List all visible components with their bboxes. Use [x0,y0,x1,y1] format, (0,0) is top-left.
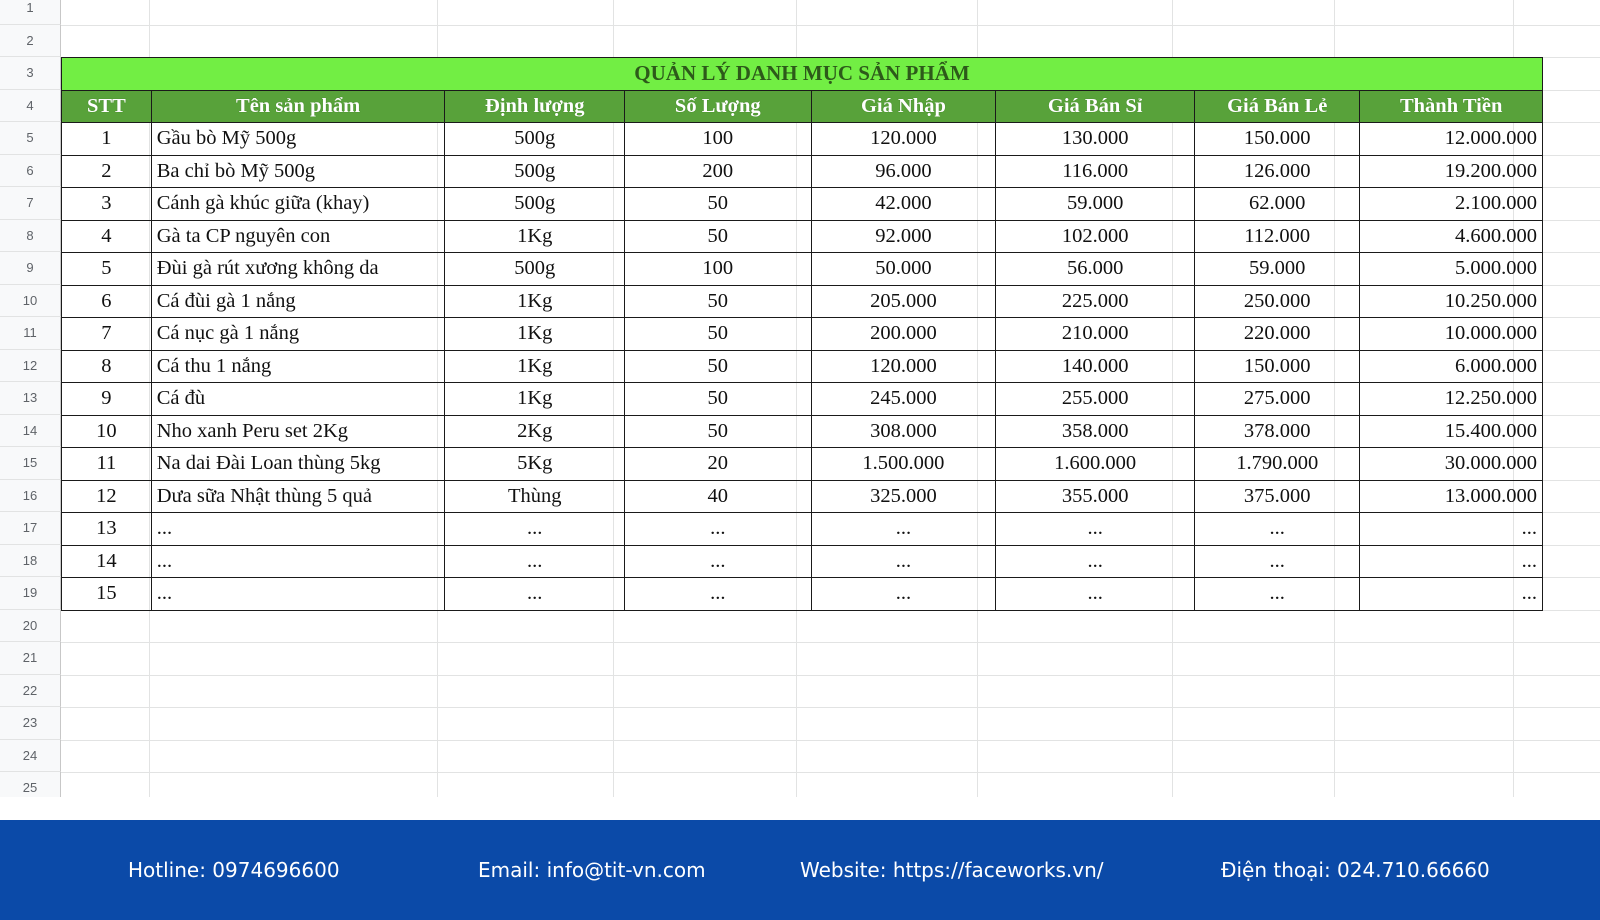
table-cell[interactable]: 200 [624,155,811,188]
table-row [62,220,1543,253]
table-cell[interactable]: 255.000 [996,383,1195,416]
table-cell[interactable]: 1Kg [445,220,625,253]
table-cell[interactable]: 245.000 [811,383,996,416]
table-row [62,188,1543,221]
table-cell[interactable]: 4.600.000 [1360,220,1543,253]
table-cell[interactable]: 1Kg [445,383,625,416]
table-cell[interactable]: 378.000 [1195,415,1360,448]
table-cell[interactable]: 150.000 [1195,350,1360,383]
table-cell[interactable]: 50 [624,318,811,351]
table-cell[interactable]: ... [996,578,1195,611]
table-cell[interactable]: ... [151,545,445,578]
table-cell[interactable]: 500g [445,123,625,156]
table-row [62,480,1543,513]
table-cell[interactable]: 116.000 [996,155,1195,188]
table-cell[interactable]: 355.000 [996,480,1195,513]
table-cell[interactable]: ... [996,545,1195,578]
table-row [62,578,1543,611]
row-number[interactable]: 12 [0,350,61,383]
table-cell[interactable]: 275.000 [1195,383,1360,416]
table-cell[interactable]: 130.000 [996,123,1195,156]
grid-line [61,642,1600,643]
table-cell[interactable]: 12 [62,480,152,513]
table-cell[interactable]: 8 [62,350,152,383]
table-cell[interactable]: 250.000 [1195,285,1360,318]
grid-line [61,25,1600,26]
table-cell[interactable]: 15 [62,578,152,611]
table-cell[interactable]: 62.000 [1195,188,1360,221]
table-cell[interactable]: Nho xanh Peru set 2Kg [151,415,445,448]
row-number[interactable]: 15 [0,447,61,480]
table-cell[interactable]: 96.000 [811,155,996,188]
table-cell[interactable]: 3 [62,188,152,221]
table-cell[interactable]: 13.000.000 [1360,480,1543,513]
table-title[interactable]: QUẢN LÝ DANH MỤC SẢN PHẨM [62,58,1543,91]
table-cell[interactable]: 1.600.000 [996,448,1195,481]
table-row [62,253,1543,286]
table-cell[interactable]: 210.000 [996,318,1195,351]
table-cell[interactable]: 500g [445,188,625,221]
table-cell[interactable]: 220.000 [1195,318,1360,351]
table-row [62,285,1543,318]
table-cell[interactable]: 42.000 [811,188,996,221]
table-cell[interactable]: ... [624,545,811,578]
table-cell[interactable]: ... [445,578,625,611]
table-cell[interactable]: 4 [62,220,152,253]
table-cell[interactable]: 1.500.000 [811,448,996,481]
table-cell[interactable]: Ba chỉ bò Mỹ 500g [151,155,445,188]
table-cell[interactable]: 1Kg [445,285,625,318]
column-header[interactable]: STT [62,90,152,123]
table-cell[interactable]: 50 [624,285,811,318]
table-cell[interactable]: 100 [624,123,811,156]
table-cell[interactable]: Dưa sữa Nhật thùng 5 quả [151,480,445,513]
table-cell[interactable]: 2.100.000 [1360,188,1543,221]
table-cell[interactable]: Gà ta CP nguyên con [151,220,445,253]
table-cell[interactable]: Cánh gà khúc giữa (khay) [151,188,445,221]
table-row [62,123,1543,156]
table-cell[interactable]: 112.000 [1195,220,1360,253]
table-cell[interactable]: ... [445,545,625,578]
table-cell[interactable]: 59.000 [996,188,1195,221]
table-cell[interactable]: 150.000 [1195,123,1360,156]
footer-email: Email: info@tit-vn.com [478,858,706,882]
table-cell[interactable]: 40 [624,480,811,513]
row-number[interactable]: 10 [0,285,61,318]
table-row [62,415,1543,448]
table-cell[interactable]: 102.000 [996,220,1195,253]
table-cell[interactable]: ... [151,578,445,611]
table-cell[interactable]: 14 [62,545,152,578]
footer-hotline: Hotline: 0974696600 [128,858,340,882]
row-number[interactable]: 1 [0,0,61,25]
table-cell[interactable]: 92.000 [811,220,996,253]
table-cell[interactable]: ... [1195,578,1360,611]
table-cell[interactable]: 2Kg [445,415,625,448]
table-cell[interactable]: ... [996,513,1195,546]
footer-phone: Điện thoại: 024.710.66660 [1221,858,1490,882]
row-number[interactable]: 8 [0,220,61,253]
table-cell[interactable]: 500g [445,253,625,286]
table-row [62,350,1543,383]
column-header[interactable]: Giá Bán Lẻ [1195,90,1360,123]
row-number[interactable]: 25 [0,772,61,797]
row-number[interactable]: 5 [0,122,61,155]
table-cell[interactable]: 200.000 [811,318,996,351]
row-number[interactable]: 23 [0,707,61,740]
table-cell[interactable]: 500g [445,155,625,188]
row-number[interactable]: 11 [0,317,61,350]
table-cell[interactable]: ... [811,545,996,578]
row-number[interactable]: 24 [0,740,61,773]
table-cell[interactable]: 9 [62,383,152,416]
table-row [62,318,1543,351]
column-header[interactable]: Định lượng [445,90,625,123]
table-cell[interactable]: 10 [62,415,152,448]
table-cell[interactable]: 1Kg [445,350,625,383]
column-header[interactable]: Tên sản phẩm [151,90,445,123]
table-cell[interactable]: 205.000 [811,285,996,318]
column-header[interactable]: Giá Bán Sỉ [996,90,1195,123]
table-row [62,545,1543,578]
table-cell[interactable]: 12.000.000 [1360,123,1543,156]
table-cell[interactable]: 5Kg [445,448,625,481]
row-number[interactable]: 6 [0,155,61,188]
table-cell[interactable]: ... [811,513,996,546]
table-cell[interactable]: 56.000 [996,253,1195,286]
table-cell[interactable]: 120.000 [811,350,996,383]
table-cell[interactable]: 11 [62,448,152,481]
title-row [62,58,1543,91]
table-cell[interactable]: 100 [624,253,811,286]
table-cell[interactable]: 50 [624,383,811,416]
row-number[interactable]: 17 [0,512,61,545]
table-cell[interactable]: 2 [62,155,152,188]
table-cell[interactable]: 1Kg [445,318,625,351]
grid-line [61,740,1600,741]
table-cell[interactable]: ... [1360,513,1543,546]
footer-website: Website: https://faceworks.vn/ [800,858,1104,882]
table-cell[interactable]: 308.000 [811,415,996,448]
table-cell[interactable]: 20 [624,448,811,481]
table-cell[interactable]: 5 [62,253,152,286]
header-row [62,90,1543,123]
table-cell[interactable]: 10.000.000 [1360,318,1543,351]
table-cell[interactable]: 325.000 [811,480,996,513]
table-cell[interactable]: Na dai Đài Loan thùng 5kg [151,448,445,481]
grid-line [61,772,1600,773]
table-cell[interactable]: 10.250.000 [1360,285,1543,318]
table-cell[interactable]: Gầu bò Mỹ 500g [151,123,445,156]
table-cell[interactable]: 5.000.000 [1360,253,1543,286]
row-number[interactable]: 21 [0,642,61,675]
row-number[interactable]: 19 [0,577,61,610]
table-cell[interactable]: ... [151,513,445,546]
row-number[interactable]: 4 [0,90,61,123]
table-cell[interactable]: 120.000 [811,123,996,156]
table-cell[interactable]: ... [1195,545,1360,578]
table-cell[interactable]: ... [624,513,811,546]
table-row [62,448,1543,481]
row-number[interactable]: 3 [0,57,61,90]
table-cell[interactable]: ... [1195,513,1360,546]
table-cell[interactable]: ... [1360,545,1543,578]
table-cell[interactable]: Cá nục gà 1 nắng [151,318,445,351]
table-cell[interactable]: 225.000 [996,285,1195,318]
table-cell[interactable]: ... [1360,578,1543,611]
contact-footer [0,820,1600,920]
table-cell[interactable]: 15.400.000 [1360,415,1543,448]
table-cell[interactable]: 13 [62,513,152,546]
table-cell[interactable]: 6.000.000 [1360,350,1543,383]
table-cell[interactable]: 50 [624,415,811,448]
row-number[interactable]: 18 [0,545,61,578]
column-header[interactable]: Thành Tiền [1360,90,1543,123]
table-row [62,155,1543,188]
table-row [62,513,1543,546]
table-cell[interactable]: ... [811,578,996,611]
table-cell[interactable]: Cá thu 1 nắng [151,350,445,383]
row-number[interactable]: 7 [0,187,61,220]
table-cell[interactable]: 1 [62,123,152,156]
table-cell[interactable]: Cá đùi gà 1 nắng [151,285,445,318]
table-cell[interactable]: 50 [624,220,811,253]
table-cell[interactable]: 1.790.000 [1195,448,1360,481]
table-cell[interactable]: 140.000 [996,350,1195,383]
grid-line [61,675,1600,676]
table-cell[interactable]: 50 [624,188,811,221]
table-cell[interactable]: 50 [624,350,811,383]
row-number[interactable]: 14 [0,415,61,448]
table-cell[interactable]: 19.200.000 [1360,155,1543,188]
row-number[interactable]: 20 [0,610,61,643]
table-cell[interactable]: Đùi gà rút xương không da [151,253,445,286]
table-cell[interactable]: 126.000 [1195,155,1360,188]
row-number[interactable]: 22 [0,675,61,708]
row-number[interactable]: 9 [0,252,61,285]
table-cell[interactable]: Cá đù [151,383,445,416]
table-cell[interactable]: Thùng [445,480,625,513]
table-cell[interactable]: 50.000 [811,253,996,286]
table-cell[interactable]: 358.000 [996,415,1195,448]
row-number[interactable]: 2 [0,25,61,58]
table-cell[interactable]: 7 [62,318,152,351]
row-number[interactable]: 13 [0,382,61,415]
column-header[interactable]: Giá Nhập [811,90,996,123]
table-cell[interactable]: 59.000 [1195,253,1360,286]
column-header[interactable]: Số Lượng [624,90,811,123]
table-row [62,383,1543,416]
table-cell[interactable]: 30.000.000 [1360,448,1543,481]
table-cell[interactable]: ... [624,578,811,611]
product-catalog-table [61,57,1543,611]
table-cell[interactable]: 375.000 [1195,480,1360,513]
table-cell[interactable]: 6 [62,285,152,318]
table-cell[interactable]: ... [445,513,625,546]
grid-line [61,707,1600,708]
row-number[interactable]: 16 [0,480,61,513]
table-cell[interactable]: 12.250.000 [1360,383,1543,416]
